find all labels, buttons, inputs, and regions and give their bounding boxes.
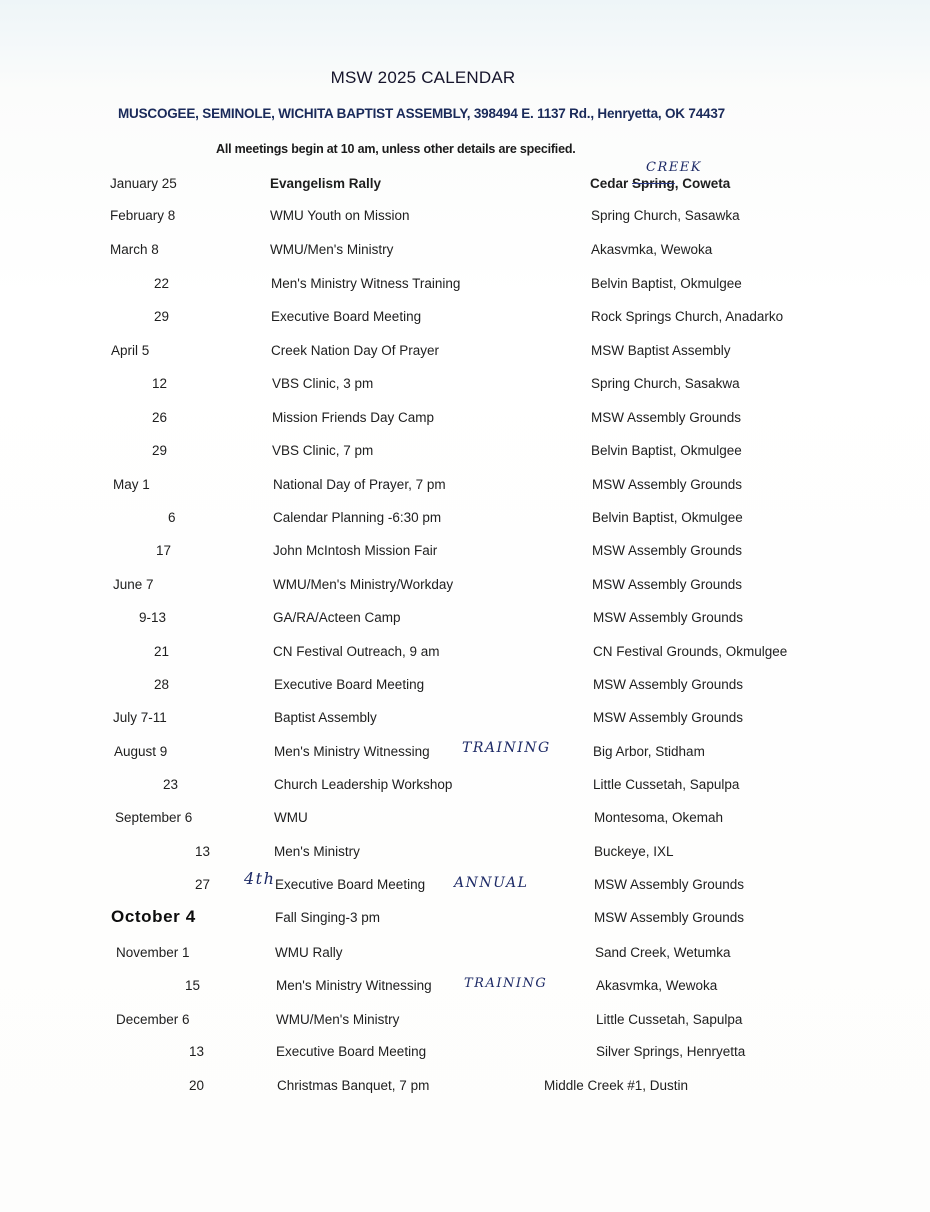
row-location: MSW Assembly Grounds [592, 543, 743, 558]
row-location: MSW Assembly Grounds [593, 610, 744, 625]
row-location: CN Festival Grounds, Okmulgee [593, 644, 788, 659]
row-event: Executive Board Meeting [276, 1044, 427, 1059]
row-event: Evangelism Rally [270, 176, 382, 191]
row-location: Rock Springs Church, Anadarko [591, 309, 784, 324]
row-date: 29 [152, 443, 168, 458]
calendar-row [0, 907, 930, 934]
row-location: Buckeye, IXL [594, 844, 674, 859]
row-location: MSW Assembly Grounds [593, 710, 744, 725]
row-location: Belvin Baptist, Okmulgee [592, 510, 743, 525]
row-event: John McIntosh Mission Fair [273, 543, 438, 558]
calendar-row [0, 844, 930, 868]
row-location: MSW Assembly Grounds [594, 910, 745, 925]
handwritten-annotation: TRAINING [464, 976, 548, 991]
row-location: Big Arbor, Stidham [593, 744, 705, 759]
calendar-row [0, 740, 930, 768]
row-date: 20 [189, 1078, 205, 1093]
row-date: February 8 [110, 208, 176, 223]
calendar-row [0, 644, 930, 668]
row-event: Church Leadership Workshop [274, 777, 453, 792]
calendar-row [0, 208, 930, 232]
row-location: Spring Church, Sasawka [591, 208, 740, 223]
row-date: December 6 [116, 1012, 190, 1027]
row-location: MSW Assembly Grounds [592, 577, 743, 592]
row-location: MSW Assembly Grounds [591, 410, 742, 425]
row-date: 28 [154, 677, 170, 692]
calendar-row [0, 869, 930, 901]
row-event: WMU [274, 810, 308, 825]
row-event: WMU/Men's Ministry [270, 242, 394, 257]
handwritten-annotation: TRAINING [462, 740, 551, 756]
row-date: September 6 [115, 810, 193, 825]
calendar-row [0, 777, 930, 801]
calendar-row [0, 543, 930, 567]
calendar-row [0, 945, 930, 969]
row-date: 23 [163, 777, 179, 792]
row-location: Silver Springs, Henryetta [596, 1044, 746, 1059]
row-date: July 7-11 [113, 710, 167, 725]
row-date: April 5 [111, 343, 150, 358]
calendar-row [0, 510, 930, 534]
row-date: 26 [152, 410, 168, 425]
row-event: Executive Board Meeting [275, 877, 426, 892]
row-event: Calendar Planning -6:30 pm [273, 510, 442, 525]
row-location: Little Cussetah, Sapulpa [593, 777, 740, 792]
row-event: WMU/Men's Ministry [276, 1012, 400, 1027]
row-event: Men's Ministry Witnessing [276, 978, 432, 993]
calendar-row [0, 276, 930, 300]
row-event: National Day of Prayer, 7 pm [273, 477, 446, 492]
struck-location-word: Spring [632, 176, 675, 191]
row-location: Akasvmka, Wewoka [596, 978, 718, 993]
row-event: Mission Friends Day Camp [272, 410, 435, 425]
calendar-row [0, 710, 930, 734]
row-location: Middle Creek #1, Dustin [544, 1078, 689, 1093]
row-event: GA/RA/Acteen Camp [273, 610, 401, 625]
row-location: MSW Assembly Grounds [592, 477, 743, 492]
row-event: WMU Youth on Mission [270, 208, 410, 223]
row-date: August 9 [114, 744, 168, 759]
row-date: June 7 [113, 577, 154, 592]
row-location: Sand Creek, Wetumka [595, 945, 731, 960]
row-date: 17 [156, 543, 172, 558]
calendar-row [0, 242, 930, 266]
row-date: October 4 [111, 907, 196, 926]
row-location: Belvin Baptist, Okmulgee [591, 276, 742, 291]
row-event: VBS Clinic, 3 pm [272, 376, 374, 391]
row-location: Akasvmka, Wewoka [591, 242, 713, 257]
row-event: Creek Nation Day Of Prayer [271, 343, 440, 358]
row-date: 9-13 [139, 610, 167, 625]
calendar-row [0, 376, 930, 400]
calendar-row [0, 410, 930, 434]
row-date: 21 [154, 644, 170, 659]
calendar-row [0, 443, 930, 467]
row-location: MSW Baptist Assembly [591, 343, 731, 358]
handwritten-annotation: ANNUAL [454, 875, 529, 891]
row-event: WMU/Men's Ministry/Workday [273, 577, 454, 592]
row-date: 29 [154, 309, 170, 324]
row-date: 13 [189, 1044, 205, 1059]
calendar-row [0, 1078, 930, 1102]
row-location: MSW Assembly Grounds [594, 877, 745, 892]
row-event: VBS Clinic, 7 pm [272, 443, 374, 458]
calendar-row [0, 978, 930, 1002]
row-date: 22 [154, 276, 170, 291]
calendar-row [0, 343, 930, 367]
row-event: Men's Ministry [274, 844, 360, 859]
row-event: WMU Rally [275, 945, 343, 960]
row-event: Executive Board Meeting [271, 309, 422, 324]
calendar-row [0, 1044, 930, 1068]
row-event: Men's Ministry Witness Training [271, 276, 461, 291]
row-event: CN Festival Outreach, 9 am [273, 644, 440, 659]
handwritten-correction: CREEK [646, 160, 702, 175]
row-date: 12 [152, 376, 168, 391]
row-event: Baptist Assembly [274, 710, 377, 725]
row-date: May 1 [113, 477, 150, 492]
row-date: 13 [195, 844, 211, 859]
row-event: Men's Ministry Witnessing [274, 744, 430, 759]
calendar-row [0, 477, 930, 501]
row-location: Belvin Baptist, Okmulgee [591, 443, 742, 458]
row-event: Fall Singing-3 pm [275, 910, 381, 925]
meeting-time-note: All meetings begin at 10 am, unless other details are specified. [216, 142, 576, 156]
calendar-row [0, 610, 930, 634]
row-location: Montesoma, Okemah [594, 810, 724, 825]
calendar-row [0, 1012, 930, 1036]
calendar-row [0, 677, 930, 701]
row-location: Cedar Spring, Coweta [590, 176, 731, 191]
row-location: Spring Church, Sasakwa [591, 376, 740, 391]
row-date: 6 [168, 510, 176, 525]
row-event: Executive Board Meeting [274, 677, 425, 692]
assembly-address: MUSCOGEE, SEMINOLE, WICHITA BAPTIST ASSEMBLY, 398494 E. 1137 Rd., Henryetta, OK 74437 [118, 106, 725, 121]
row-date: November 1 [116, 945, 190, 960]
calendar-row [0, 160, 930, 200]
calendar-row [0, 810, 930, 834]
page-title: MSW 2025 CALENDAR [330, 68, 516, 87]
row-date: January 25 [110, 176, 177, 191]
row-date: March 8 [110, 242, 159, 257]
row-event: Christmas Banquet, 7 pm [277, 1078, 430, 1093]
row-date: 15 [185, 978, 201, 993]
calendar-row [0, 309, 930, 333]
calendar-row [0, 577, 930, 601]
handwritten-annotation: 4th [244, 869, 276, 888]
row-location: Little Cussetah, Sapulpa [596, 1012, 743, 1027]
row-location: MSW Assembly Grounds [593, 677, 744, 692]
row-date: 27 [195, 877, 211, 892]
